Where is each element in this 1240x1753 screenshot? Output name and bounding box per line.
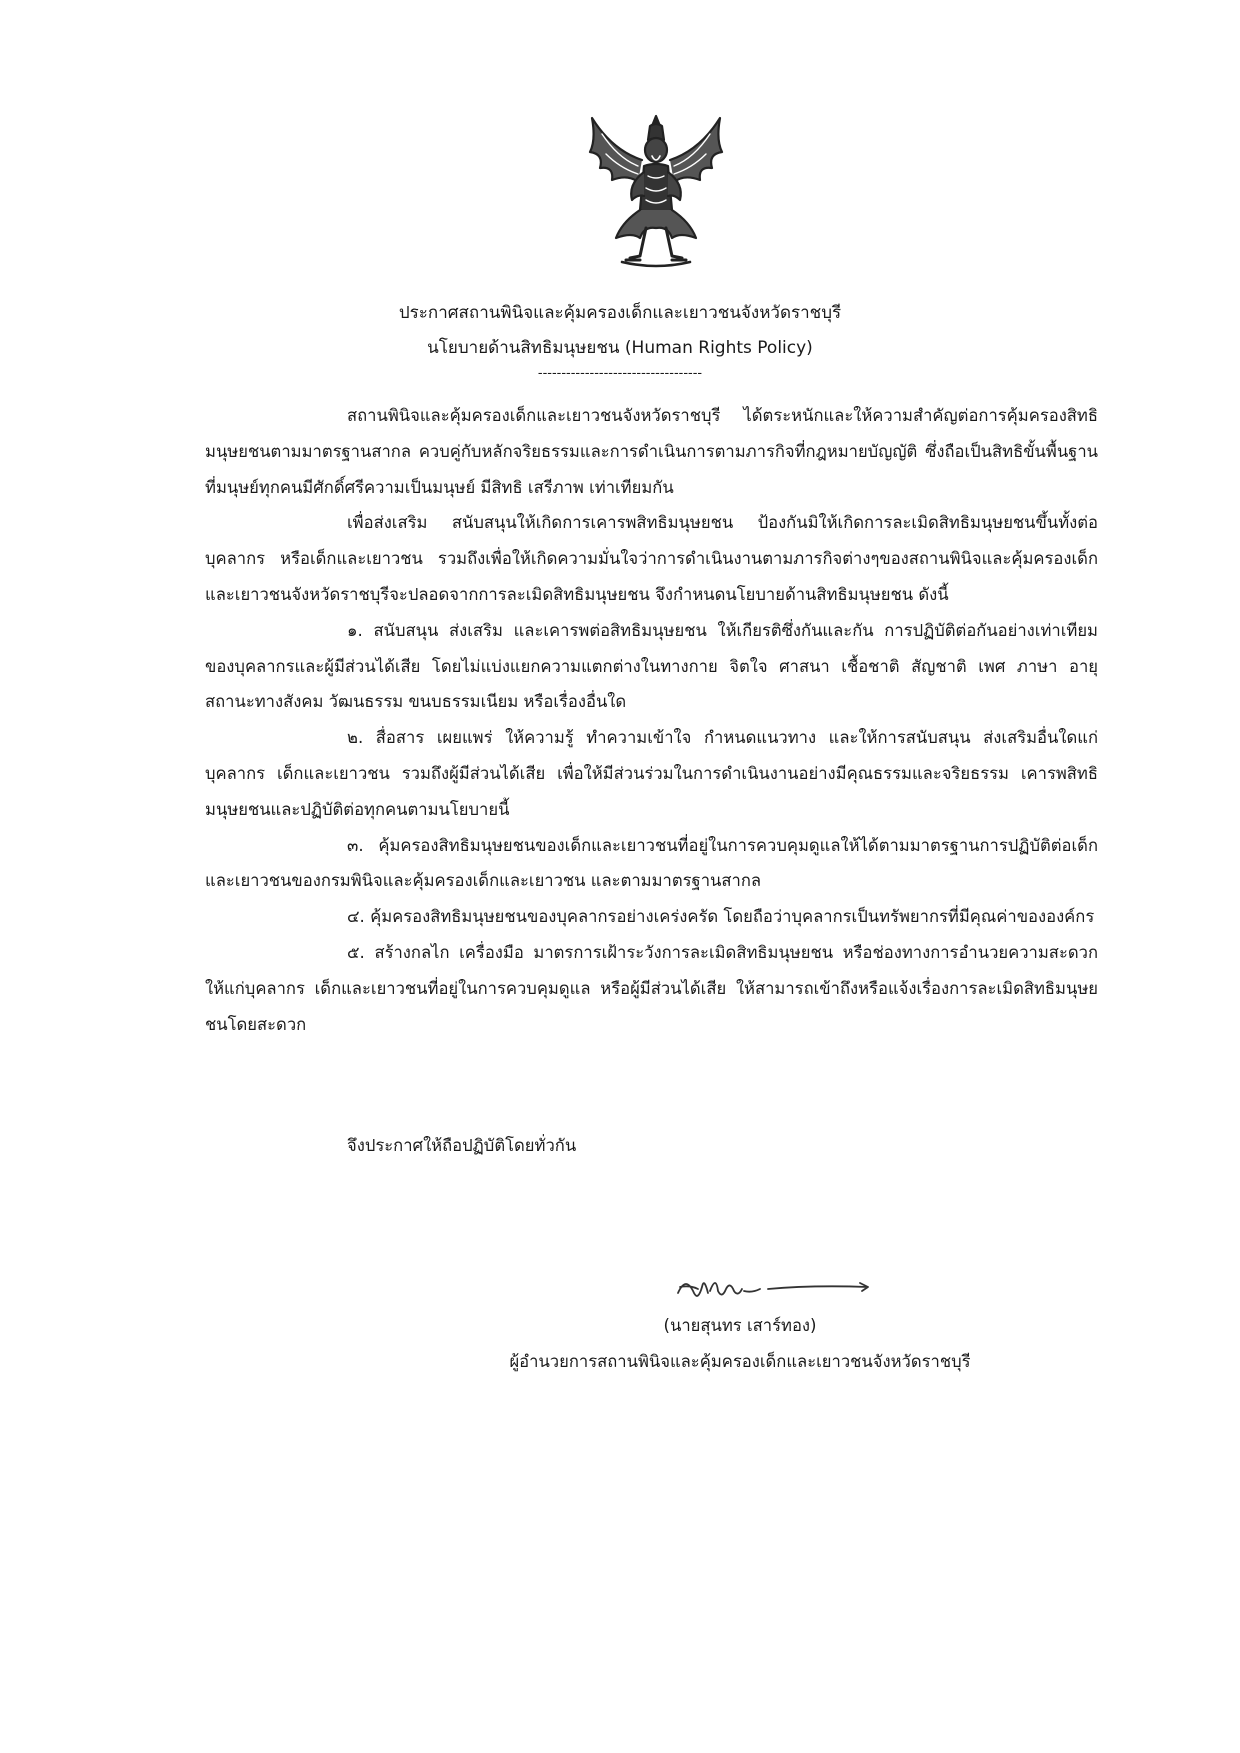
policy-title: นโยบายด้านสิทธิมนุษยชน (Human Rights Policy) [427,338,813,358]
policy-item-1: ๑. สนับสนุน ส่งเสริม และเคารพต่อสิทธิมนุษยชน ให้เกียรติซึ่งกันและกัน การปฏิบัติต่อกันอย่างเท่าเทียมของบุคลากรและผู้มีส่วนได้เสีย โดยไม่แบ่งแยกความแตกต่างในทางกาย จิตใจ ศาสนา เชื้อชาติ สัญชาติ เพศ ภาษา อายุ สถานะทางสังคม วัฒนธรรม ขนบธรรมเนียม หรือเรื่องอื่นใด [205,620,1098,712]
announcement-body [205,398,1098,1042]
policy-item-5: ๕. สร้างกลไก เครื่องมือ มาตรการเฝ้าระวังการละเมิดสิทธิมนุษยชน หรือช่องทางการอำนวยความสะดวกให้แก่บุคลากร เด็กและเยาวชนที่อยู่ในการควบคุมดูแล หรือผู้มีส่วนได้เสีย ให้สามารถเข้าถึงหรือแจ้งเรื่องการละเมิดสิทธิมนุษยชนโดยสะดวก [205,942,1098,1034]
policy-item-4: ๔. คุ้มครองสิทธิมนุษยชนของบุคลากรอย่างเคร่งครัด โดยถือว่าบุคลากรเป็นทรัพยากรที่มีคุณค่าขององค์กร [347,907,1095,927]
purpose-paragraph: เพื่อส่งเสริม สนับสนุนให้เกิดการเคารพสิทธิมนุษยชน ป้องกันมิให้เกิดการละเมิดสิทธิมนุษยชนขึ้นทั้งต่อบุคลากร หรือเด็กและเยาวชน รวมถึงเพื่อให้เกิดความมั่นใจว่าการดำเนินงานตามภารกิจต่างๆของสถานพินิจและคุ้มครองเด็กและเยาวชนจังหวัดราชบุรีจะปลอดจากการละเมิดสิทธิมนุษยชน จึงกำหนดนโยบายด้านสิทธิมนุษยชน ดังนี้ [205,513,1098,604]
garuda-emblem-icon [582,110,730,270]
closing-statement: จึงประกาศให้ถือปฏิบัติโดยทั่วกัน [347,1136,577,1155]
announcement-title: ประกาศสถานพินิจและคุ้มครองเด็กและเยาวชนจังหวัดราชบุรี [398,303,842,323]
signer-position: ผู้อำนวยการสถานพินิจและคุ้มครองเด็กและเยาวชนจังหวัดราชบุรี [509,1352,971,1371]
title-separator: ----------------------------------- [537,366,703,381]
policy-item-3: ๓. คุ้มครองสิทธิมนุษยชนของเด็กและเยาวชนที่อยู่ในการควบคุมดูแลให้ได้ตามมาตรฐานการปฏิบัติต่อเด็กและเยาวชนของกรมพินิจและคุ้มครองเด็กและเยาวชน และตามมาตรฐานสากล [205,835,1098,891]
signer-name: (นายสุนทร เสาร์ทอง) [663,1316,817,1335]
intro-paragraph: สถานพินิจและคุ้มครองเด็กและเยาวชนจังหวัดราชบุรี ได้ตระหนักและให้ความสำคัญต่อการคุ้มครองสิทธิมนุษยชนตามมาตรฐานสากล ควบคู่กับหลักจริยธรรมและการดำเนินการตามภารกิจที่กฎหมายบัญญัติ ซึ่งถือเป็นสิทธิขั้นพื้นฐานที่มนุษย์ทุกคนมีศักดิ์ศรีความเป็นมนุษย์ มีสิทธิ เสรีภาพ เท่าเทียมกัน [205,406,1098,497]
policy-item-2: ๒. สื่อสาร เผยแพร่ ให้ความรู้ ทำความเข้าใจ กำหนดแนวทาง และให้การสนับสนุน ส่งเสริมอื่นใดแก่บุคลากร เด็กและเยาวชน รวมถึงผู้มีส่วนได้เสีย เพื่อให้มีส่วนร่วมในการดำเนินงานอย่างมีคุณธรรมและจริยธรรม เคารพสิทธิมนุษยชนและปฏิบัติต่อทุกคนตามนโยบายนี้ [205,728,1098,819]
handwritten-signature-icon [672,1263,882,1307]
